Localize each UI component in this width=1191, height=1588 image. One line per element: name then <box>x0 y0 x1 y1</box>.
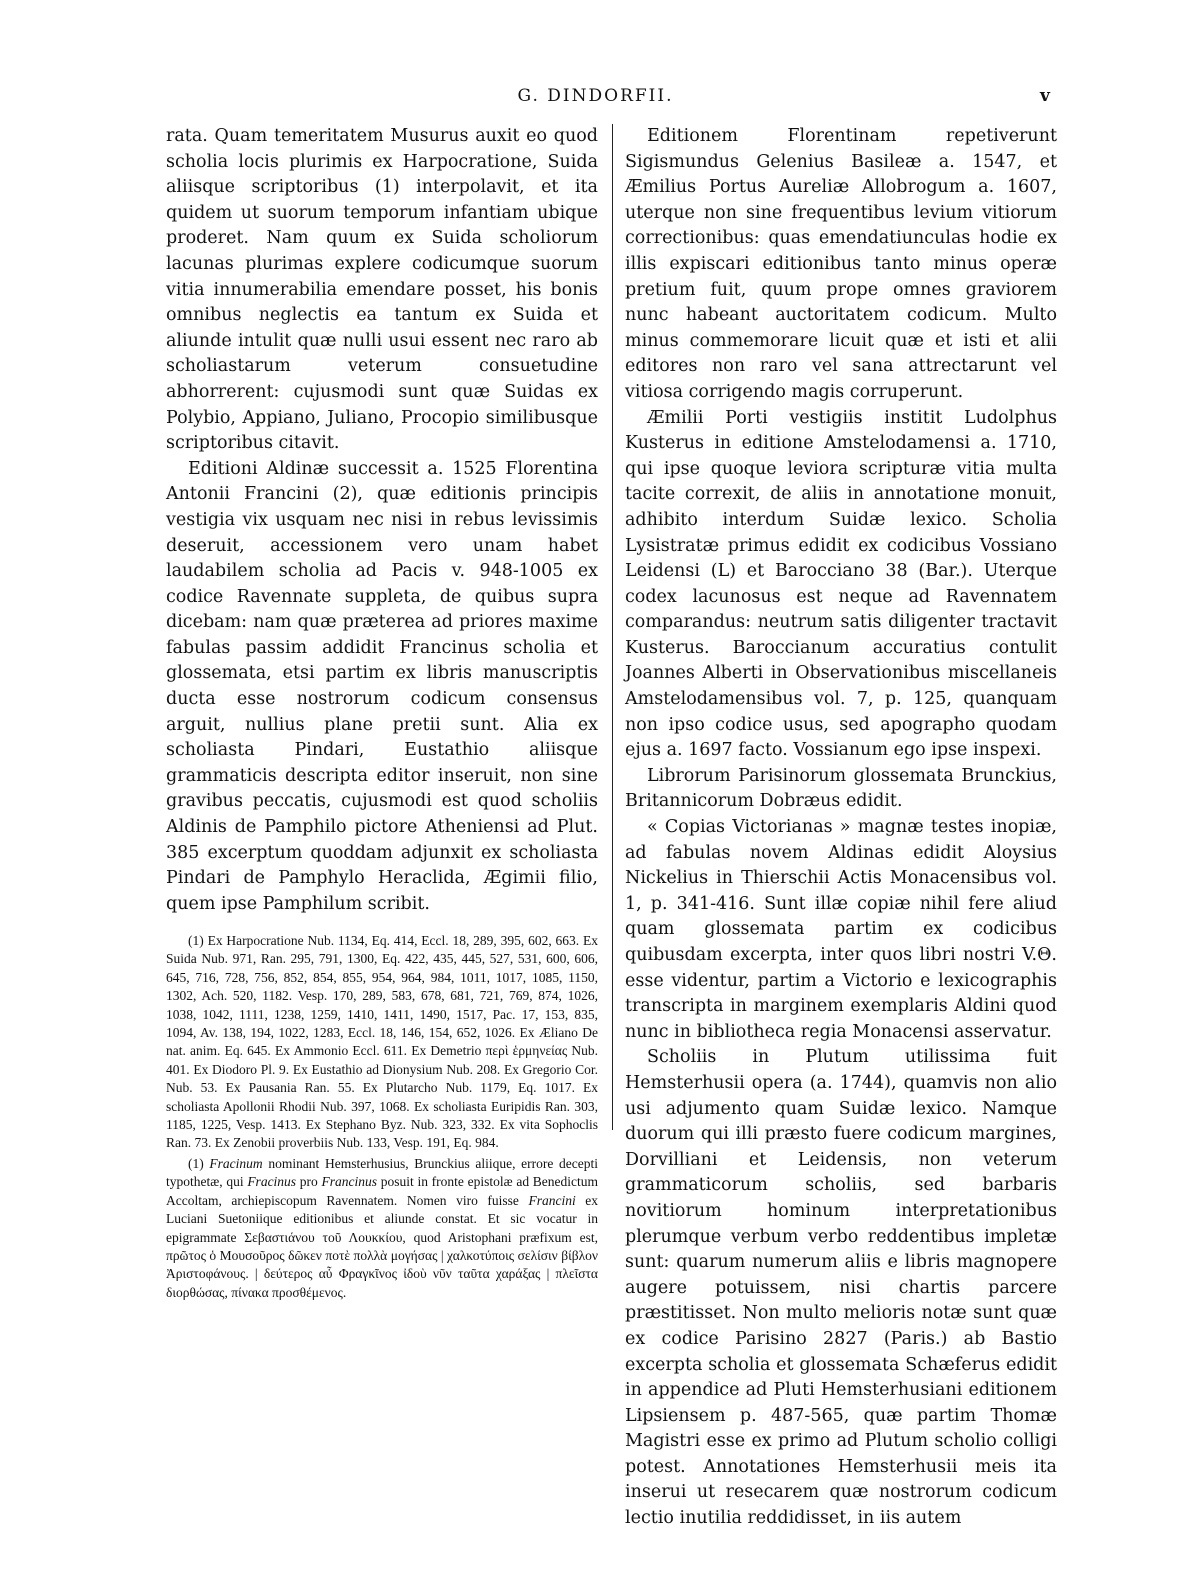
right-column <box>625 124 1057 1532</box>
footnote-2-word-francini: Francini <box>528 1192 576 1208</box>
right-paragraph-2: Æmilii Porti vestigiis institit Ludolphus Kusterus in editione Amstelodamensi a. 1710, qui ipse quoque leviora scripturæ vitia multa tacite correxit, de aliis in annotatione monuit, adhibito interdum Suidæ lexico. Scholia Lysistratæ primus edidit ex codicibus Vossiano Leidensi (L) et Barocciano 38 (Bar.). Uterque codex lacunosus est neque ad Ravennatem comparandus: neutrum satis diligenter tractavit Kusterus. Baroccianum accuratius contulit Joannes Alberti in Observationibus miscellaneis Amstelodamensibus vol. 7, p. 125, quanquam non ipso codice usus, sed apographo quodam ejus a. 1697 facto. Vossianum ego ipse inspexi. <box>625 407 1057 761</box>
footnote-2-text-2: pro <box>299 1174 318 1190</box>
right-paragraph-5: Scholiis in Plutum utilissima fuit Hemsterhusii opera (a. 1744), quamvis non alio usi adjumento quam Suidæ lexico. Namque duorum qui illi præsto fuere codicum margines, Dorvilliani et Leidensis, non veterum grammaticorum scholiis, sed barbaris novitiorum hominum interpretationibus plerumque verbum verbo reddentibus impletæ sunt: quarum numerum aliis e libris magnopere augere potuissem, nisi chartis parcere præstitisset. Non multo melioris notæ sunt quæ ex codice Parisino 2827 (Paris.) ab Bastio excerpta scholia et glossemata Schæferus edidit in appendice ad Pluti Hemsterhusiani editionem Lipsiensem p. 487-565, quæ partim Thomæ Magistri esse ex primo ad Plutum scholio colligi potest. Annotationes Hemsterhusii meis ita inserui ut resecarem quæ nostrorum codicum lectio inutilia reddidisset, in iis autem <box>625 1047 1057 1529</box>
footnotes <box>166 932 598 1304</box>
running-title: G. DINDORFII. <box>517 86 674 106</box>
left-column <box>166 124 598 917</box>
footnote-2-word-fracinus: Fracinus <box>247 1174 297 1190</box>
right-paragraph-1: Editionem Florentinam repetiverunt Sigismundus Gelenius Basileæ a. 1547, et Æmilius Portus Aureliæ Allobrogum a. 1607, uterque non sine frequentibus levium vitiorum correctionibus: quas emendatiunculas hodie ex illis expiscari editionibus tanto minus operæ pretium fuit, quum prope omnes graviorem nunc habeant auctoritatem codicum. Multo minus commemorare licuit quæ et isti et alii editores non raro vel sana attrectarunt vel vitiosa corrigendo magis corruperunt. <box>625 126 1057 402</box>
footnote-2-word-francinus: Francinus <box>321 1174 377 1190</box>
footnote-2-text-3: posuit in fronte epistolæ ad Benedictum Accoltam, archiepiscopum Ravennatem. Nomen viro fuisse <box>166 1174 599 1208</box>
footnote-2 <box>166 1155 598 1302</box>
page-number: v <box>1040 86 1050 106</box>
left-paragraph-2: Editioni Aldinæ successit a. 1525 Florentina Antonii Francini (2), quæ editionis principis vestigia vix usquam nec nisi in rebus levissimis deseruit, accessionem vero unam habet laudabilem scholia ad Pacis v. 948-1005 ex codice Ravennate suppleta, de quibus supra dicebam: nam quæ præterea ad priores maxime fabulas passim addidit Francinus scholia et glossemata, etsi partim ex libris manuscriptis ducta esse nostrorum codicum consensus arguit, nullius plane pretii sunt. Alia ex scholiasta Pindari, Eustathio aliisque grammaticis descripta editor inseruit, non sine gravibus peccatis, cujusmodi est quod scholiis Aldinis de Pamphilo pictore Atheniensi ad Plut. 385 excerptum quoddam adjunxit ex scholiasta Pindari de Pamphylo Heraclida, Ægimii filio, quem ipse Pamphilum scribit. <box>166 458 598 914</box>
footnote-2-label: (1) <box>188 1155 204 1171</box>
right-paragraph-3: Librorum Parisinorum glossemata Brunckius, Britannicorum Dobræus edidit. <box>625 765 1057 812</box>
footnote-1: (1) Ex Harpocratione Nub. 1134, Eq. 414, Eccl. 18, 289, 395, 602, 663. Ex Suida Nub. 971, Ran. 295, 791, 1300, Eq. 422, 435, 445, 527, 531, 600, 606, 645, 716, 728, 756, 852, 854, 855, 954, 964, 984, 1011, 1017, 1085, 1150, 1302, Ach. 520, 1182. Vesp. 170, 289, 583, 678, 681, 721, 769, 874, 1026, 1038, 1042, 1111, 1238, 1259, 1410, 1411, 1490, 1517, Pac. 17, 153, 835, 1094, Av. 138, 194, 1022, 1283, Eccl. 18, 146, 154, 652, 1026. Ex Æliano De nat. anim. Eq. 645. Ex Ammonio Eccl. 611. Ex Demetrio περὶ ἑρμηνείας Nub. 401. Ex Diodoro Pl. 9. Ex Eustathio ad Dionysium Nub. 208. Ex Gregorio Cor. Nub. 53. Ex Pausania Ran. 55. Ex Plutarcho Nub. 1179, Eq. 1017. Ex scholiasta Apollonii Rhodii Nub. 397, 1068. Ex scholiasta Euripidis Ran. 303, 1185, 1225, Vesp. 1413. Ex Stephano Byz. Nub. 323, 332. Ex vita Sophoclis Ran. 73. Ex Zenobii proverbiis Nub. 133, Vesp. 191, Eq. 984. <box>166 933 598 1151</box>
footnote-2-text-4: ex Luciani Suetoniique editionibus et aliunde constat. Et sic vocatur in epigrammate Σεβαστιάνου τοῦ Λουκκίου, quod Aristophani præfixum est, πρῶτος ὁ Μουσοῦρος δῶκεν ποτὲ πολλὰ μογήσας | χαλκοτύποις σελίσιν βίβλον Ἀριστοφάνους. | δεύτερος αὖ Φραγκῖνος ἰδοὺ νῦν ταῦτα χαράξας | πλεῖστα διορθώσας, πίνακα προσθέμενος. <box>166 1192 599 1300</box>
left-paragraph-1: rata. Quam temeritatem Musurus auxit eo quod scholia locis plurimis ex Harpocratione, Suida aliisque scriptoribus (1) interpolavit, et ita quidem ut suorum temporum infantiam ubique proderet. Nam quum ex Suida scholiorum lacunas plurimas explere codicumque suorum vitia innumerabilia emendare posset, his bonis omnibus neglectis ea tantum ex Suida et aliunde intulit quæ nulli usui essent nec raro ab scholiastarum veterum consuetudine abhorrerent: cujusmodi sunt quæ Suidas ex Polybio, Appiano, Juliano, Procopio similibusque scriptoribus citavit. <box>166 126 598 454</box>
right-paragraph-4: « Copias Victorianas » magnæ testes inopiæ, ad fabulas novem Aldinas edidit Aloysius Nickelius in Thierschii Actis Monacensibus vol. 1, p. 341-416. Sunt illæ copiæ nihil fere aliud quam glossemata partim ex codicibus quibusdam excerpta, inter quos libri nostri V.Θ. esse videntur, partim a Victorio e lexicographis transcripta in marginem exemplaris Aldini quod nunc in bibliotheca regia Monacensi asservatur. <box>625 817 1057 1042</box>
footnote-2-text-1: nominant Hemsterhusius, Brunckius aliique, errore decepti typothetæ, qui <box>166 1155 598 1190</box>
footnote-2-word-fracinum: Fracinum <box>209 1155 263 1171</box>
column-divider <box>612 124 613 1130</box>
